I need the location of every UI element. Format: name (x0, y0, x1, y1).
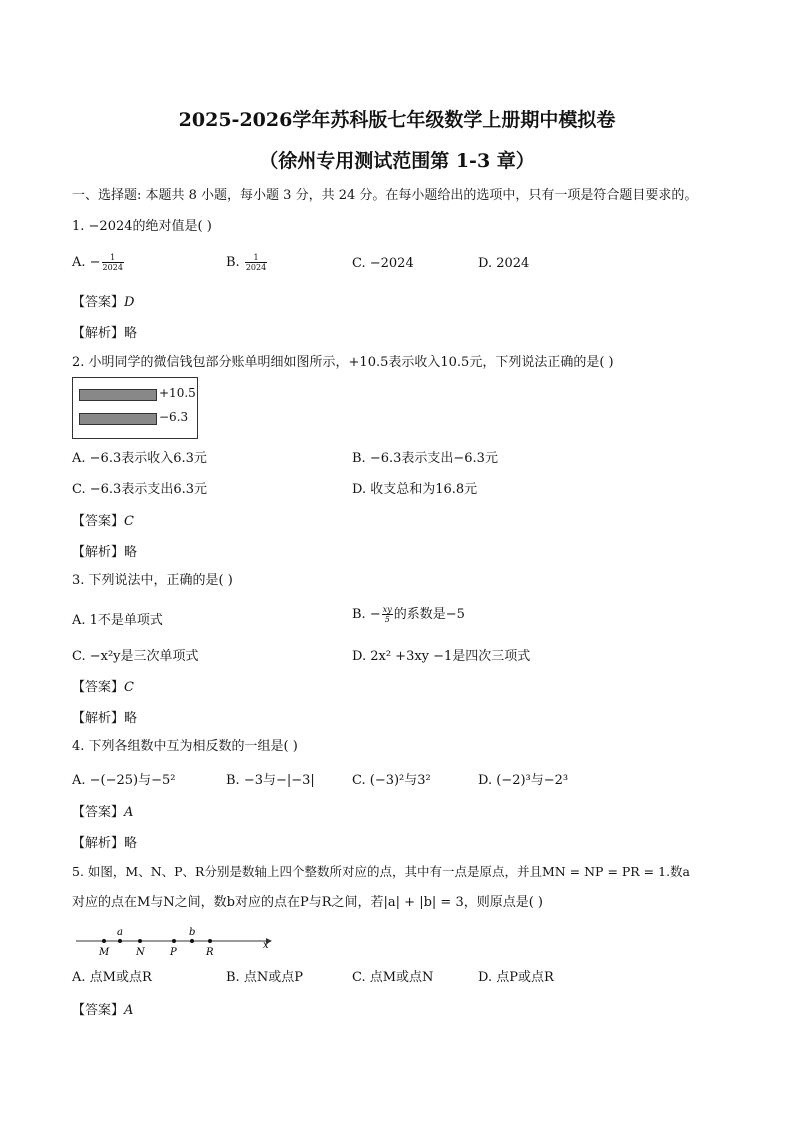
q3-option-b-suffix: 的系数是−5 (393, 607, 465, 622)
point-b (190, 939, 194, 943)
answer-label: 【答案】 (72, 514, 125, 529)
q2-bill-figure (72, 377, 198, 439)
q5-option-c: C. 点M或点N (352, 970, 434, 985)
label-x: x (263, 940, 269, 951)
q3-option-c: C. −x²y是三次单项式 (72, 649, 199, 664)
q1-option-b (226, 253, 268, 272)
q2-option-c: C. −6.3表示支出6.3元 (72, 482, 207, 497)
q1-option-b-label: B. (226, 255, 240, 270)
q3-option-b-label: B. − (352, 607, 381, 622)
q2-expense-label: −6.3 (159, 410, 189, 424)
fraction-denominator: 2024 (245, 263, 267, 272)
q2-answer (72, 510, 134, 529)
point-a (118, 939, 122, 943)
analysis-label: 【解析】 (72, 836, 125, 851)
analysis-label: 【解析】 (72, 711, 125, 726)
answer-value: A (124, 805, 134, 820)
q1-option-d: D. 2024 (478, 256, 530, 271)
q3-stem: 3. 下列说法中，正确的是( ) (72, 573, 233, 588)
q3-option-a: A. 1不是单项式 (72, 613, 163, 628)
q1-option-b-fraction (245, 253, 267, 272)
q2-analysis (72, 541, 137, 560)
analysis-value: 略 (124, 545, 138, 560)
q3-answer (72, 676, 134, 695)
q2-stem: 2. 小明同学的微信钱包部分账单明细如图所示，+10.5表示收入10.5元，下列说法正确的是( ) (72, 355, 614, 370)
q5-option-d: D. 点P或点R (478, 970, 554, 985)
q4-answer (72, 801, 133, 820)
q1-option-a-label: A. − (72, 255, 101, 270)
point-r (208, 939, 212, 943)
q1-option-c: C. −2024 (352, 256, 414, 271)
analysis-value: 略 (124, 836, 138, 851)
q5-number-line (72, 922, 282, 962)
fraction-numerator: 1 (245, 253, 267, 263)
q3-option-d: D. 2x² +3xy −1是四次三项式 (352, 649, 531, 664)
point-p (172, 939, 176, 943)
q1-answer (72, 291, 134, 310)
q5-option-a: A. 点M或点R (72, 970, 152, 985)
label-n: N (136, 947, 145, 958)
q5-stem-line1: 5. 如图，M、N、P、R分别是数轴上四个整数所对应的点，其中有一点是原点，并且MN = NP = PR = 1.数a (72, 864, 691, 879)
analysis-value: 略 (124, 711, 138, 726)
q4-option-a: A. −(−25)与−5² (72, 773, 176, 788)
q5-answer (72, 999, 133, 1018)
q1-option-a-fraction (102, 253, 124, 272)
label-b: b (189, 927, 196, 938)
label-m: M (99, 947, 110, 958)
fraction-numerator: 1 (102, 253, 124, 263)
q4-option-c: C. (−3)²与3² (352, 773, 431, 788)
answer-value: A (124, 1003, 134, 1018)
fraction-denominator: 5 (384, 615, 390, 624)
q1-stem: 1. −2024的绝对值是( ) (72, 219, 212, 234)
answer-value: C (124, 514, 134, 529)
answer-label: 【答案】 (72, 295, 125, 310)
label-p: P (170, 947, 177, 958)
q2-option-b: B. −6.3表示支出−6.3元 (352, 451, 498, 466)
q5-option-b: B. 点N或点P (226, 970, 303, 985)
fraction-numerator: xy (382, 605, 392, 614)
fraction-denominator: 2024 (102, 263, 123, 272)
analysis-value: 略 (124, 326, 138, 341)
q5-stem-line2: 对应的点在M与N之间，数b对应的点在P与R之间，若|a| + |b| = 3，则原点是( ) (72, 895, 543, 910)
answer-label: 【答案】 (72, 805, 125, 820)
label-r: R (206, 947, 214, 958)
q4-stem: 4. 下列各组数中互为相反数的一组是( ) (72, 739, 298, 754)
answer-value: C (124, 680, 134, 695)
answer-label: 【答案】 (72, 1003, 125, 1018)
q2-income-bar (79, 389, 157, 401)
q2-option-d: D. 收支总和为16.8元 (352, 482, 478, 497)
q2-income-label: +10.5 (159, 386, 196, 400)
section-heading: 一、选择题: 本题共 8 小题，每小题 3 分，共 24 分。在每小题给出的选项中，只有一项是符合题目要求的。 (72, 188, 698, 203)
page-title: 2025-2026学年苏科版七年级数学上册期中模拟卷 (178, 109, 616, 131)
point-m (102, 939, 106, 943)
analysis-label: 【解析】 (72, 326, 125, 341)
q4-option-b: B. −3与−|−3| (226, 773, 315, 788)
point-n (138, 939, 142, 943)
answer-value: D (124, 295, 135, 310)
q4-analysis (72, 832, 137, 851)
label-a: a (117, 927, 123, 938)
q2-option-a: A. −6.3表示收入6.3元 (72, 451, 207, 466)
q3-option-b-fraction (382, 605, 393, 624)
q2-expense-bar (79, 413, 157, 425)
answer-label: 【答案】 (72, 680, 125, 695)
page-subtitle: （徐州专用测试范围第 1-3 章） (259, 150, 535, 172)
q3-option-b (352, 603, 465, 624)
analysis-label: 【解析】 (72, 545, 125, 560)
q1-option-a (72, 253, 125, 272)
q4-option-d: D. (−2)³与−2³ (478, 773, 569, 788)
q1-analysis (72, 322, 137, 341)
q3-analysis (72, 707, 137, 726)
